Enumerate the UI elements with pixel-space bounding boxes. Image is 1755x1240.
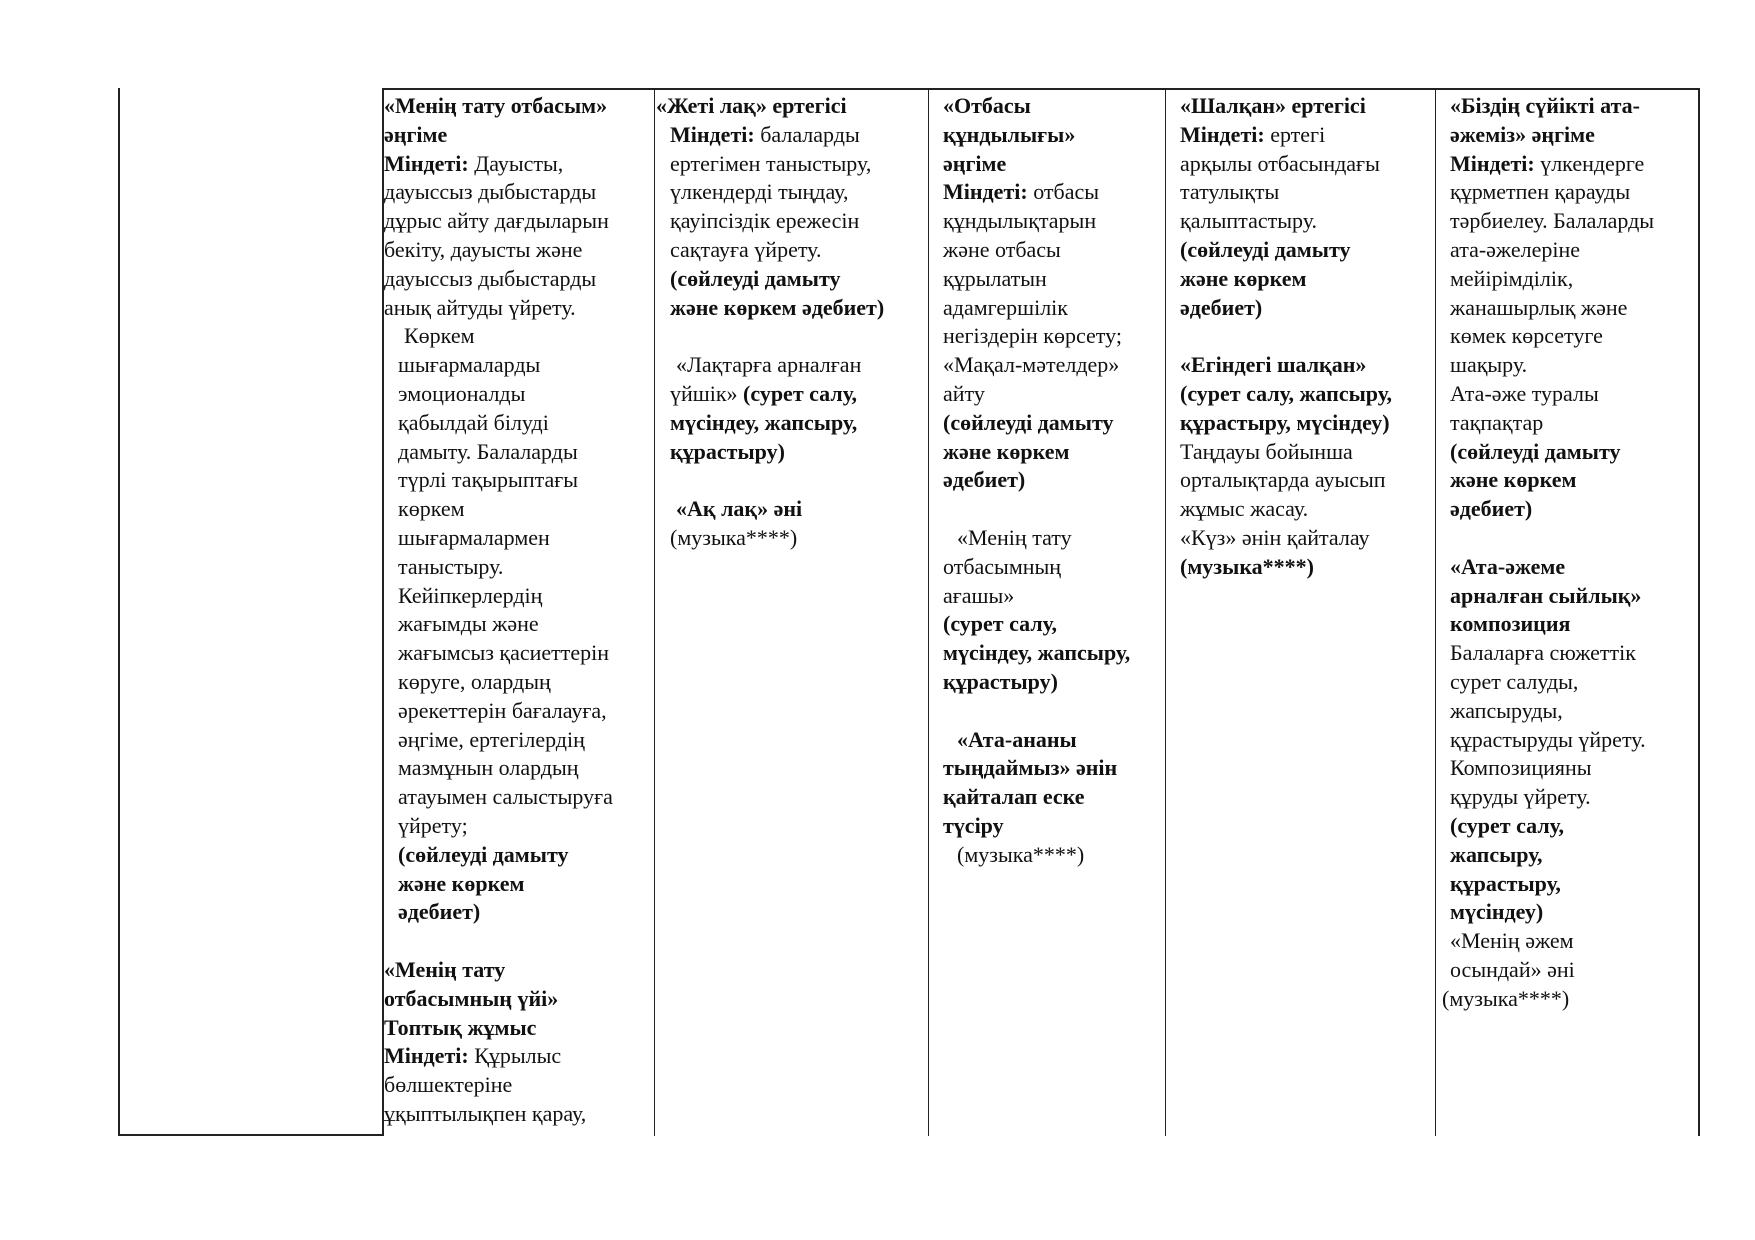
cell-text-line [656, 121, 926, 150]
cell-text-line [384, 294, 652, 323]
cell-text-line [943, 150, 1163, 179]
line-text: қабылдай білуді [398, 409, 549, 435]
line-text: жапсыру, [1450, 841, 1543, 867]
line-text: (музыка****) [957, 841, 1085, 867]
line-text: (сөйлеуді дамыту [1450, 438, 1621, 464]
line-text: және отбасы [943, 236, 1061, 262]
line-text: құруды үйрету. [1450, 784, 1591, 810]
line-text: ертегімен таныстыру, [670, 150, 872, 176]
cell-text-line [384, 985, 652, 1014]
cell-text-line [1450, 639, 1696, 668]
line-text: эмоционалды [398, 380, 526, 406]
line-text: осындай» әні [1450, 956, 1575, 982]
line-text: әрекеттерін бағалауға, [398, 697, 607, 723]
cell-story-tatu-otbasym [384, 92, 652, 1129]
cell-text-line [1450, 783, 1696, 812]
cell-text-line [1450, 524, 1696, 553]
cell-text-line [384, 1071, 652, 1100]
line-text: (сөйлеуді дамыту [943, 409, 1114, 435]
cell-text-line [1180, 438, 1433, 467]
cell-text-line [943, 178, 1163, 207]
line-text: мейірімділік, [1450, 265, 1574, 291]
cell-text-line [1450, 870, 1696, 899]
line-text: Ата-әже туралы [1450, 380, 1599, 406]
line-text: негіздерін көрсету; [943, 323, 1122, 349]
cell-text-line [943, 322, 1163, 351]
line-text: тақпақтар [1450, 409, 1544, 435]
cell-text-line [943, 726, 1163, 755]
line-text: (сурет салу, жапсыру, [1180, 380, 1392, 406]
line-text: Таңдауы бойынша [1180, 438, 1353, 464]
cell-text-line [943, 351, 1163, 380]
cell-text-line [1450, 92, 1696, 121]
line-text: құрметпен қарауды [1450, 179, 1631, 205]
cell-text-line [384, 812, 652, 841]
line-text: «Менің тату [384, 956, 506, 982]
cell-text-line [1180, 409, 1433, 438]
cell-text-line [384, 610, 652, 639]
line-text: Композицияны [1450, 755, 1592, 781]
cell-text-line [384, 668, 652, 697]
cell-text-line [943, 783, 1163, 812]
line-text-rest: Дауысты, [468, 150, 564, 176]
cell-text-line [656, 380, 926, 409]
cell-text-line [384, 150, 652, 179]
cell-text-line [384, 1042, 652, 1071]
cell-text-line [384, 438, 652, 467]
cell-text-line [1180, 265, 1433, 294]
line-text: айту [943, 380, 985, 406]
line-text: көркем [398, 496, 465, 522]
line-text: ұқыптылықпен қарау, [384, 1100, 587, 1126]
cell-text-line [943, 466, 1163, 495]
cell-shalqan-tale [1180, 92, 1433, 582]
line-text-rest-bold: (сурет салу, [737, 380, 857, 406]
cell-otbasy-qundylygy [943, 92, 1163, 870]
line-text: сурет салуды, [1450, 668, 1579, 694]
line-text: арналған сыйлық» [1450, 582, 1642, 608]
cell-text-line [384, 178, 652, 207]
cell-text-line [1180, 178, 1433, 207]
line-text: әдебиет) [943, 467, 1026, 493]
cell-text-line [943, 92, 1163, 121]
column-divider-4 [1165, 88, 1166, 1136]
cell-text-line [384, 265, 652, 294]
line-text: жапсыруды, [1450, 697, 1563, 723]
cell-text-line [943, 524, 1163, 553]
line-text: әңгіме [384, 121, 448, 147]
line-text: шақыру. [1450, 352, 1528, 378]
line-text: «Ата-әжеме [1450, 553, 1566, 579]
line-text: арқылы отбасындағы [1180, 150, 1380, 176]
line-text: сақтауға үйрету. [670, 236, 822, 262]
cell-text-line [656, 207, 926, 236]
cell-text-line [943, 668, 1163, 697]
line-text: құрастыру) [943, 668, 1058, 694]
cell-text-line [1450, 351, 1696, 380]
line-text: «Күз» әнін қайталау [1180, 524, 1370, 550]
line-text: Міндеті: [384, 1043, 469, 1069]
line-text: дауыссыз дыбыстарды [384, 179, 597, 205]
cell-text-line [384, 322, 652, 351]
cell-text-line [1450, 121, 1696, 150]
cell-text-line [656, 524, 926, 553]
line-text: адамгершілік [943, 294, 1068, 320]
cell-text-line [656, 150, 926, 179]
cell-text-line [943, 438, 1163, 467]
line-text: Көркем [404, 323, 475, 349]
cell-text-line [943, 582, 1163, 611]
cell-text-line [384, 524, 652, 553]
line-text: (сөйлеуді дамыту [670, 265, 841, 291]
cell-text-line [1180, 322, 1433, 351]
line-text: Міндеті: [1450, 150, 1535, 176]
column-divider-5 [1435, 88, 1436, 1136]
line-text: дұрыс айту дағдыларын [384, 208, 609, 234]
cell-text-line [1180, 351, 1433, 380]
line-text: әжеміз» әңгіме [1450, 121, 1595, 147]
cell-text-line [943, 236, 1163, 265]
line-text: «Жеті лақ» ертегісі [656, 93, 847, 118]
cell-text-line [1450, 438, 1696, 467]
line-text: үйшік» [670, 380, 738, 406]
cell-text-line [1450, 812, 1696, 841]
table-left-border [118, 88, 120, 1136]
cell-text-line [384, 927, 652, 956]
line-text: (сөйлеуді дамыту [398, 841, 569, 867]
line-text: құрылатын [943, 265, 1047, 291]
line-text: және көркем [1450, 467, 1577, 493]
cell-text-line [384, 726, 652, 755]
line-text: отбасымның үйі» [384, 985, 559, 1011]
cell-text-line [656, 466, 926, 495]
cell-text-line [384, 121, 652, 150]
line-text: құндылығы» [943, 121, 1076, 147]
cell-text-line [656, 265, 926, 294]
line-text: бекіту, дауысты және [384, 236, 583, 262]
line-text: Кейіпкерлердің [398, 582, 543, 608]
line-text: (сурет салу, [1450, 812, 1564, 838]
line-text: Топтық жұмыс [384, 1014, 537, 1040]
line-text: татулықты [1180, 179, 1280, 205]
line-text: көруге, олардың [398, 668, 551, 694]
table-top-border [382, 88, 1700, 90]
cell-text-line [943, 610, 1163, 639]
cell-text-line [943, 294, 1163, 323]
cell-text-line [384, 841, 652, 870]
line-text: Міндеті: [384, 150, 469, 176]
first-cell-bottom-border [118, 1134, 384, 1136]
cell-text-line [1180, 553, 1433, 582]
cell-text-line [1450, 495, 1696, 524]
line-text: (сурет салу, [943, 611, 1057, 637]
cell-text-line [943, 265, 1163, 294]
cell-text-line [1180, 121, 1433, 150]
line-text: және көркем әдебиет) [670, 294, 885, 320]
cell-text-line [656, 178, 926, 207]
line-text: құрастыру) [670, 438, 785, 464]
cell-text-line [1450, 380, 1696, 409]
cell-text-line [384, 236, 652, 265]
line-text: жағымды және [398, 611, 539, 637]
line-text-rest: отбасы [1027, 179, 1100, 205]
cell-text-line [1450, 697, 1696, 726]
cell-text-line [656, 409, 926, 438]
cell-text-line [1450, 898, 1696, 927]
cell-text-line [943, 812, 1163, 841]
cell-text-line [943, 380, 1163, 409]
line-text: және көркем [398, 870, 525, 896]
line-text: Міндеті: [1180, 121, 1265, 147]
line-text: «Шалқан» ертегісі [1180, 93, 1366, 118]
cell-text-line [1180, 524, 1433, 553]
cell-text-line [1450, 841, 1696, 870]
cell-text-line [1180, 495, 1433, 524]
cell-text-line [1450, 754, 1696, 783]
cell-text-line [384, 783, 652, 812]
cell-text-line [943, 697, 1163, 726]
line-text: түсіру [943, 812, 1004, 838]
cell-text-line [1180, 92, 1433, 121]
line-text: және көркем [943, 438, 1070, 464]
cell-text-line [943, 754, 1163, 783]
cell-text-line [384, 553, 652, 582]
line-text-rest: Құрылыс [468, 1043, 562, 1069]
line-text: жұмыс жасау. [1180, 496, 1309, 522]
cell-zheti-laq-tale [656, 92, 926, 553]
cell-text-line [943, 639, 1163, 668]
column-divider-3 [928, 88, 929, 1136]
column-divider-2 [654, 88, 655, 1136]
cell-text-line [943, 495, 1163, 524]
line-text: «Отбасы [943, 93, 1031, 118]
line-text: мүсіндеу, жапсыру, [943, 640, 1131, 666]
line-text: композиция [1450, 611, 1571, 637]
cell-text-line [1450, 956, 1696, 985]
line-text: тәрбиелеу. Балаларды [1450, 208, 1655, 234]
line-text: құндылықтарын [943, 208, 1097, 234]
cell-text-line [384, 697, 652, 726]
cell-text-line [943, 121, 1163, 150]
cell-text-line [384, 380, 652, 409]
cell-text-line [384, 495, 652, 524]
cell-text-line [656, 438, 926, 467]
line-text: анық айтуды үйрету. [384, 294, 576, 320]
line-text: құрастыруды үйрету. [1450, 726, 1646, 752]
cell-text-line [1450, 610, 1696, 639]
cell-text-line [656, 92, 926, 121]
line-text: түрлі тақырыптағы [398, 467, 579, 493]
cell-text-line [1450, 207, 1696, 236]
line-text: «Ата-ананы [957, 726, 1077, 752]
cell-text-line [1442, 985, 1696, 1014]
cell-text-line [656, 351, 926, 380]
line-text: орталықтарда ауысып [1180, 467, 1386, 493]
line-text: «Ақ лақ» әні [676, 496, 803, 522]
cell-text-line [1450, 265, 1696, 294]
cell-text-line [1180, 150, 1433, 179]
line-text-rest: балаларды [754, 121, 860, 147]
line-text: жағымсыз қасиеттерін [398, 640, 610, 666]
line-text: «Егіндегі шалқан» [1180, 352, 1367, 378]
line-text: және көркем [1180, 265, 1307, 291]
line-text-rest: үлкендерге [1534, 150, 1645, 176]
cell-text-line [656, 294, 926, 323]
cell-text-line [943, 841, 1163, 870]
cell-text-line [943, 553, 1163, 582]
cell-text-line [656, 495, 926, 524]
line-text: әдебиет) [398, 899, 481, 925]
line-text: қауіпсіздік ережесін [670, 208, 860, 234]
line-text: отбасымның [943, 553, 1062, 579]
cell-text-line [1450, 178, 1696, 207]
cell-text-line [1180, 466, 1433, 495]
cell-text-line [384, 1100, 652, 1129]
cell-text-line [1450, 236, 1696, 265]
line-text: қалыптастыру. [1180, 208, 1317, 234]
line-text: әңгіме [943, 150, 1007, 176]
line-text: үлкендерді тыңдау, [670, 179, 849, 205]
line-text: мүсіндеу, жапсыру, [670, 409, 858, 435]
line-text: құрастыру, [1450, 870, 1561, 896]
cell-text-line [943, 207, 1163, 236]
cell-text-line [1180, 380, 1433, 409]
line-text: көмек көрсетуге [1450, 323, 1603, 349]
cell-text-line [1450, 294, 1696, 323]
line-text: Міндеті: [670, 121, 755, 147]
line-text: «Менің тату [957, 524, 1072, 550]
line-text: дауыссыз дыбыстарды [384, 265, 597, 291]
line-text: әңгіме, ертегілердің [398, 726, 585, 752]
cell-text-line [1450, 553, 1696, 582]
line-text: Міндеті: [943, 179, 1028, 205]
line-text: мазмұнын олардың [398, 755, 579, 781]
line-text: тыңдаймыз» әнін [943, 755, 1118, 781]
cell-text-line [384, 870, 652, 899]
cell-text-line [656, 236, 926, 265]
cell-text-line [384, 1014, 652, 1043]
cell-text-line [384, 409, 652, 438]
line-text-rest: ертегі [1264, 121, 1326, 147]
line-text: үйрету; [398, 812, 468, 838]
cell-text-line [1450, 927, 1696, 956]
line-text: «Біздің сүйікті ата- [1450, 93, 1640, 118]
line-text: таныстыру. [398, 553, 504, 579]
line-text: құрастыру, мүсіндеу) [1180, 409, 1390, 435]
cell-text-line [384, 754, 652, 783]
cell-text-line [384, 92, 652, 121]
line-text: (сөйлеуді дамыту [1180, 236, 1351, 262]
cell-text-line [1450, 466, 1696, 495]
cell-text-line [384, 582, 652, 611]
line-text: ата-әжелеріне [1450, 236, 1581, 262]
line-text: атауымен салыстыруға [398, 784, 613, 810]
cell-text-line [943, 409, 1163, 438]
line-text: шығармаларды [398, 352, 541, 378]
line-text: мүсіндеу) [1450, 899, 1544, 925]
line-text: «Мақал-мәтелдер» [943, 352, 1120, 378]
line-text: ағашы» [943, 582, 1015, 608]
cell-text-line [1450, 582, 1696, 611]
line-text: Балаларға сюжеттік [1450, 640, 1636, 666]
line-text: (музыка****) [670, 524, 798, 550]
cell-text-line [1450, 322, 1696, 351]
cell-text-line [384, 639, 652, 668]
line-text: бөлшектеріне [384, 1072, 513, 1098]
cell-ata-azhemiz [1442, 92, 1696, 1014]
line-text: (музыка****) [1442, 985, 1570, 1011]
line-text: әдебиет) [1180, 294, 1263, 320]
cell-text-line [384, 898, 652, 927]
cell-text-line [1450, 668, 1696, 697]
cell-text-line [384, 956, 652, 985]
cell-text-line [1450, 726, 1696, 755]
cell-text-line [1450, 409, 1696, 438]
table-right-border [1698, 88, 1700, 1136]
cell-text-line [1450, 150, 1696, 179]
cell-text-line [1180, 236, 1433, 265]
cell-text-line [384, 207, 652, 236]
cell-text-line [384, 351, 652, 380]
line-text: «Менің тату отбасым» [384, 93, 608, 118]
line-text: жанашырлық және [1450, 294, 1628, 320]
cell-text-line [1180, 294, 1433, 323]
cell-text-line [1180, 207, 1433, 236]
line-text: шығармалармен [398, 524, 550, 550]
cell-text-line [384, 466, 652, 495]
cell-text-line [656, 322, 926, 351]
line-text: «Менің әжем [1450, 928, 1574, 954]
line-text: дамыту. Балаларды [398, 438, 578, 464]
line-text: қайталап еске [943, 784, 1085, 810]
line-text: әдебиет) [1450, 496, 1533, 522]
line-text: (музыка****) [1180, 553, 1314, 579]
line-text: «Лақтарға арналған [676, 352, 862, 378]
